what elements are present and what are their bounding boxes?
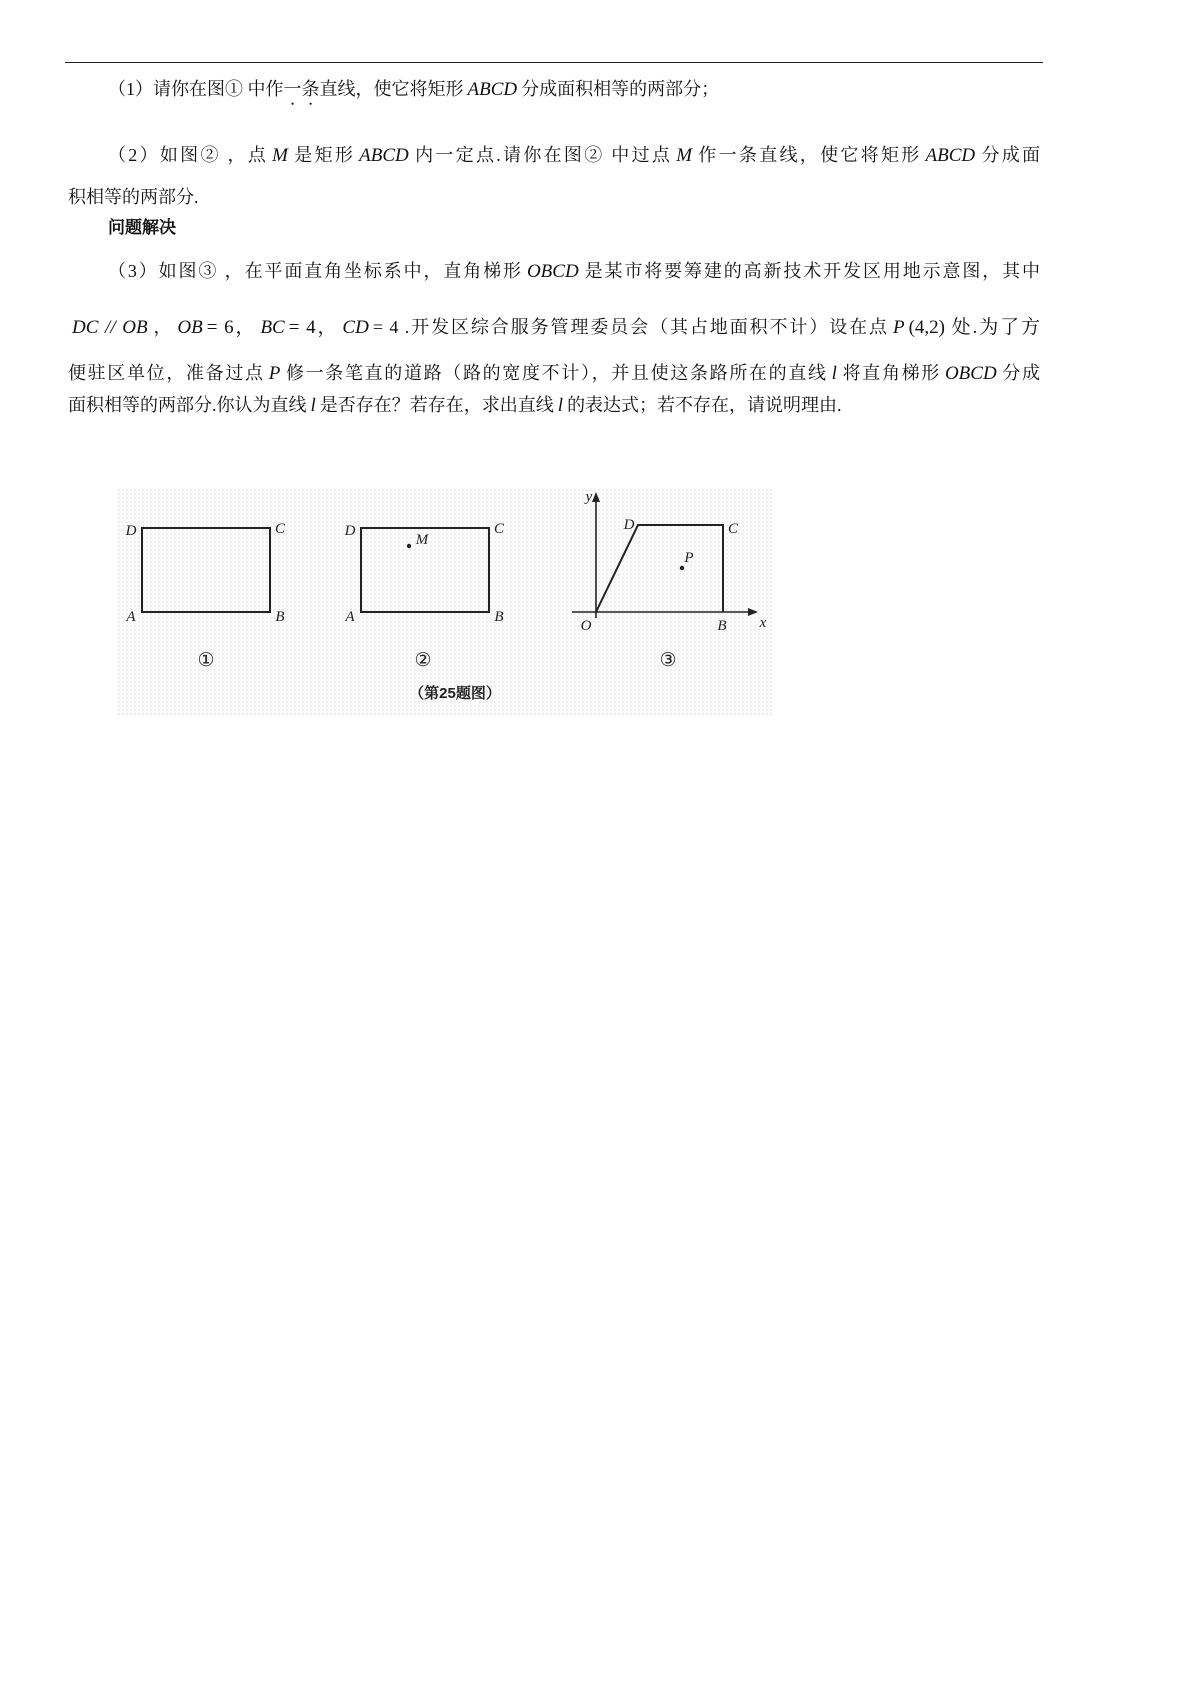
q2-text-1: （2）如图② ，点	[108, 145, 269, 165]
question-3-line-1	[108, 258, 1040, 284]
q1-text-b: 直线，使它将矩形	[319, 79, 464, 99]
q3-l4-text-2: 是否存在？若存在，求出直线	[319, 395, 554, 415]
fig1-rectangle	[142, 528, 270, 612]
q3-l2-math-dc-parallel-ob: DC // OB	[72, 317, 148, 338]
fig3-number: ③	[659, 649, 677, 671]
q3-l2-text-3: = 4，	[288, 317, 339, 338]
q3-l1-math-obcd: OBCD	[526, 261, 579, 282]
q3-l1-text-2: 是某市将要筹建的高新技术开发区用地示意图，其中	[582, 261, 1041, 281]
fig3-label-d: D	[623, 517, 635, 533]
q3-l3-text-1: 便驻区单位，准备过点	[68, 363, 265, 383]
fig3-label-c: C	[727, 521, 739, 537]
q3-l4-text-1: 面积相等的两部分.你认为直线	[68, 395, 307, 415]
q1-text-a: （1）请你在图① 中作	[108, 79, 284, 99]
section-heading: 问题解决	[108, 218, 176, 237]
q3-l2-math-cd: CD	[342, 317, 369, 338]
q1-emphasis-text: 一条	[283, 79, 320, 99]
q1-text-c: 分成面积相等的两部分；	[521, 79, 720, 99]
fig3-label-x: x	[759, 615, 767, 631]
fig2-label-d: D	[344, 523, 356, 539]
header-rule	[65, 62, 1043, 63]
q3-l2-math-p: P	[892, 317, 905, 338]
figure-3	[572, 489, 767, 671]
fig3-trapezoid	[596, 525, 723, 612]
q3-l2-math-bc: BC	[260, 317, 285, 338]
fig3-label-o: O	[580, 618, 592, 634]
figure-2	[344, 521, 505, 671]
question-3-line-2	[72, 314, 1040, 340]
q2-math-m-2: M	[676, 145, 693, 166]
q3-l2-text-5: (4,2) 处.为了方	[908, 317, 1041, 338]
fig2-point-m	[407, 544, 411, 548]
q3-l4-text-3: 的表达式；若不存在，请说明理由.	[567, 395, 842, 415]
q3-l4-math-l-2: l	[557, 395, 564, 416]
q3-l1-text-1: （3）如图③ ，在平面直角坐标系中，直角梯形	[108, 261, 523, 281]
fig3-y-axis-arrow	[592, 492, 600, 502]
fig3-point-p	[680, 566, 684, 570]
figure-diagrams	[117, 488, 772, 715]
q3-l3-text-4: 分成	[1000, 363, 1041, 383]
q3-l2-text-1: ，	[151, 317, 174, 337]
figure-panel	[117, 488, 772, 715]
figure-1	[125, 521, 286, 671]
q3-l3-text-3: 将直角梯形	[840, 363, 941, 383]
q2-math-m: M	[272, 145, 288, 166]
q3-l3-math-l: l	[831, 363, 837, 384]
question-1-line	[108, 76, 719, 102]
q2-text-4: 作一条直线，使它将矩形	[696, 145, 922, 165]
q3-l2-text-2: = 6，	[206, 317, 257, 338]
fig2-label-b: B	[494, 609, 504, 625]
q3-l2-math-ob: OB	[177, 317, 203, 338]
question-3-line-3	[68, 360, 1040, 386]
fig2-number: ②	[414, 649, 432, 671]
q3-l3-text-2: 修一条笔直的道路（路的宽度不计），并且使这条路所在的直线	[284, 363, 828, 383]
q3-l3-math-p: P	[268, 363, 281, 384]
q2-math-abcd-2: ABCD	[925, 145, 976, 166]
q1-math-abcd: ABCD	[467, 79, 518, 100]
fig1-label-b: B	[275, 609, 285, 625]
fig1-label-d: D	[125, 523, 137, 539]
question-2-line-1	[108, 142, 1040, 168]
question-2-line-2: 积相等的两部分.	[68, 187, 199, 207]
q2-math-abcd: ABCD	[359, 145, 409, 166]
question-3-line-4	[68, 392, 842, 418]
fig1-label-a: A	[126, 609, 136, 625]
fig3-label-b: B	[717, 618, 727, 634]
fig2-label-c: C	[493, 521, 505, 537]
fig2-label-m: M	[415, 532, 429, 548]
q3-l2-text-4: = 4 .开发区综合服务管理委员会（其占地面积不计）设在点	[372, 317, 889, 337]
fig3-label-p: P	[684, 550, 694, 566]
fig2-label-a: A	[345, 609, 355, 625]
q3-l4-math-l: l	[310, 395, 316, 416]
fig3-label-y: y	[585, 489, 593, 505]
q2-text-3: 内一定点.请你在图② 中过点	[412, 145, 673, 165]
figure-caption: （第25题图）	[409, 685, 501, 702]
fig3-x-axis-arrow	[748, 608, 758, 616]
q2-text-5: 分成面	[979, 145, 1041, 165]
q3-l3-math-obcd: OBCD	[944, 363, 997, 384]
fig1-label-c: C	[274, 521, 286, 537]
fig1-number: ①	[197, 649, 215, 671]
q2-text-2: 是矩形	[291, 145, 356, 165]
